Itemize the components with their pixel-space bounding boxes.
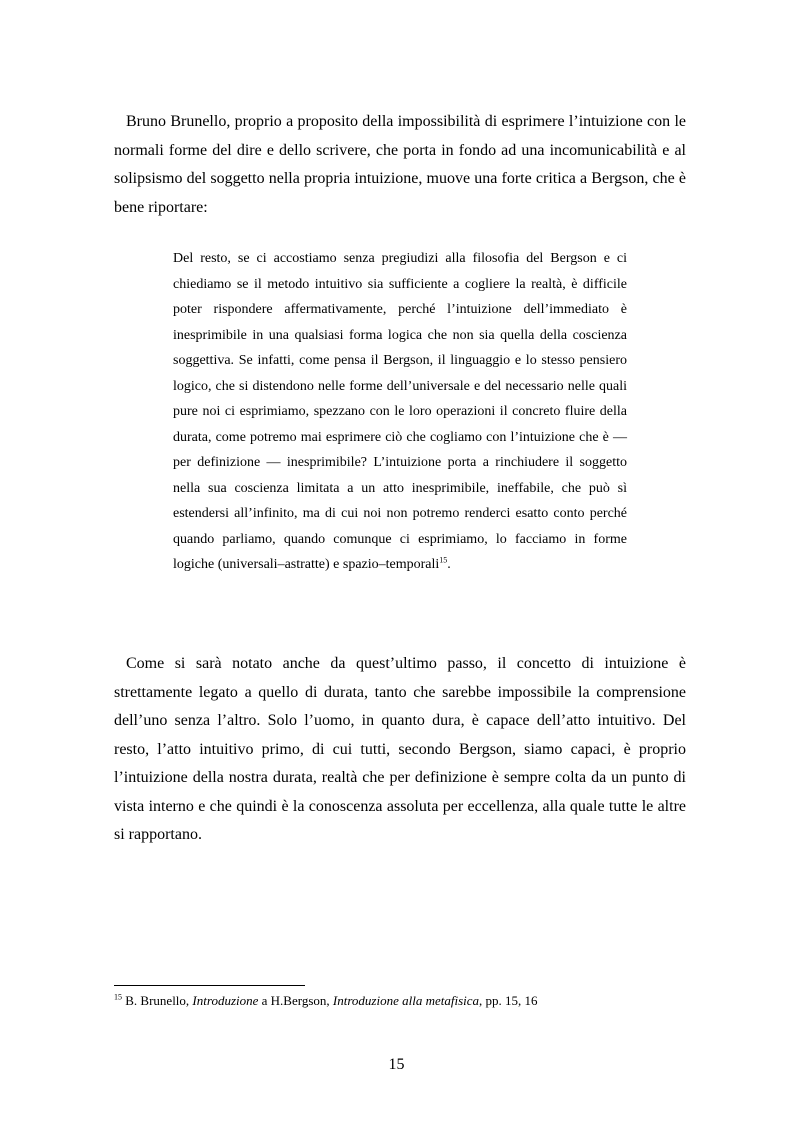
footnote-number: 15 xyxy=(114,992,122,1002)
block-quote xyxy=(173,246,627,578)
intro-paragraph: Bruno Brunello, proprio a proposito della impossibilità di esprimere l’intuizione con le normali forme del dire e dello scrivere, che porta in fondo ad una incomunicabilità e al solipsismo del soggetto nella propria intuizione, muove una forte critica a Bergson, che è bene riportare: xyxy=(114,113,686,216)
conclusion-paragraph: Come si sarà notato anche da quest’ultimo passo, il concetto di intuizione è strettamente legato a quello di durata, tanto che sarebbe impossibile la comprensione dell’uno senza l’altro. Solo l’uomo, in quanto dura, è capace dell’atto intuitivo. Del resto, l’atto intuitivo primo, di cui tutti, secondo Bergson, siamo capaci, è proprio l’intuizione della nostra durata, realtà che per definizione è sempre colta da un punto di vista interno e che quindi è la conoscenza assoluta per eccellenza, alla quale tutte le altre si rapportano. xyxy=(114,655,686,843)
footnote-work-1: Introduzione xyxy=(192,993,259,1008)
footnote-pages: , pp. 15, 16 xyxy=(479,993,538,1008)
page-number: 15 xyxy=(388,1056,405,1073)
footnote-work-2: Introduzione alla metafisica xyxy=(332,993,480,1008)
footnote-separator xyxy=(114,985,305,986)
quote-text: Del resto, se ci accostiamo senza pregiudizi alla filosofia del Bergson e ci chiediamo se il metodo intuitivo sia sufficiente a cogliere la realtà, è difficile poter rispondere affermativamente, perché l’intuizione dell’immediato è inesprimibile in una qualsiasi forma logica che non sia quella della coscienza soggettiva. Se infatti, come pensa il Bergson, il linguaggio e lo stesso pensiero logico, che si distendono nelle forme dell’universale e del necessario nelle quali pure noi ci esprimiamo, spezzano con le loro operazioni il concreto fluire della durata, come potremo mai esprimere ciò che cogliamo con l’intuizione che è — per definizione — inesprimibile? L’intuizione porta a rinchiudere il soggetto nella sua coscienza limitata a un atto inesprimibile, ineffabile, che può sì estendersi all’infinito, ma di cui noi non potremo renderci esatto conto perché quando parliamo, quando comunque ci esprimiamo, lo facciamo in forme logiche (universali–astratte) e spazio–temporali xyxy=(173,251,627,572)
footnote xyxy=(114,992,686,1010)
footnote-connector: a H.Bergson, xyxy=(261,993,330,1008)
footnote-author: B. Brunello, xyxy=(125,993,190,1008)
quote-end-punctuation: . xyxy=(447,557,451,572)
footnote-reference[interactable]: 15 xyxy=(439,555,448,565)
